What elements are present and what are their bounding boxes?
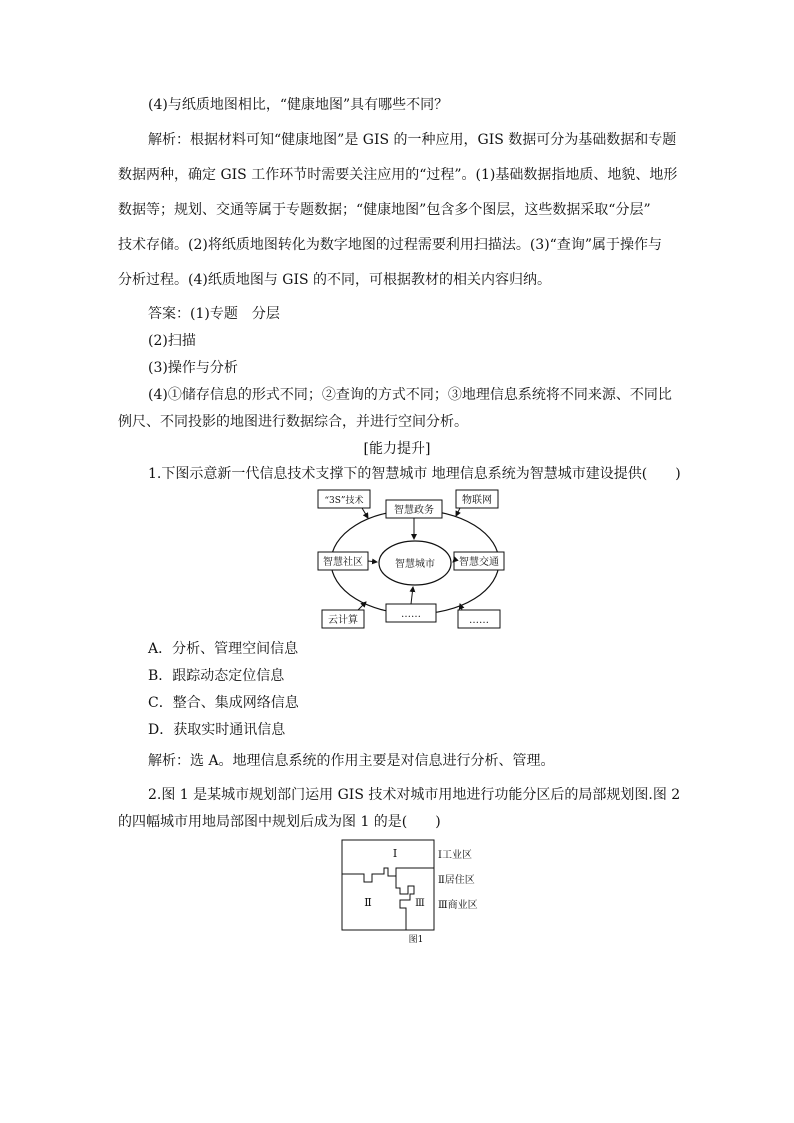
analysis-line-3: 数据等；规划、交通等属于专题数据；“健康地图”包含多个图层，这些数据采取“分层”: [118, 202, 651, 218]
answer-4-line-2: 例尺、不同投影的地图进行数据综合，并进行空间分析。: [118, 414, 468, 430]
legend-commercial: Ⅲ商业区: [438, 900, 478, 911]
analysis-line-2: 数据两种，确定 GIS 工作环节时需要关注应用的“过程”。(1)基础数据指地质、地貌、地形: [118, 167, 678, 183]
node-right-label: 智慧交通: [459, 557, 499, 568]
outer-top-left-label: “3S”技术: [324, 496, 364, 506]
center-label: 智慧城市: [395, 559, 435, 570]
section-title: [能力提升]: [363, 441, 431, 457]
question-2-stem-line-2: 的四幅城市用地局部图中规划后成为图 1 的是( ): [118, 814, 441, 830]
question-1-stem: 1.下图示意新一代信息技术支撑下的智慧城市 地理信息系统为智慧城市建设提供( ): [148, 466, 681, 482]
legend-industrial: Ⅰ工业区: [438, 850, 472, 861]
answer-1: 答案：(1)专题 分层: [148, 306, 280, 322]
figure-1-zoning-map: [340, 838, 490, 948]
region-label-iii: Ⅲ: [415, 898, 425, 909]
outer-bottom-left-label: 云计算: [328, 615, 358, 626]
question-2-stem-line-1: 2.图 1 是某城市规划部门运用 GIS 技术对城市用地进行功能分区后的局部规划图.图 2: [148, 787, 681, 803]
map-frame: [342, 840, 434, 930]
answer-3: (3)操作与分析: [148, 360, 238, 376]
outer-top-right-label: 物联网: [462, 495, 492, 506]
region-label-ii: Ⅱ: [364, 896, 372, 909]
analysis-line-5: 分析过程。(4)纸质地图与 GIS 的不同，可根据教材的相关内容归纳。: [118, 272, 552, 288]
question-1-analysis: 解析：选 A。地理信息系统的作用主要是对信息进行分析、管理。: [148, 753, 555, 769]
node-bottom-label: ……: [401, 609, 421, 620]
node-top-label: 智慧政务: [394, 505, 434, 516]
figure-1-caption: 图1: [408, 935, 424, 945]
outer-bottom-right-label: ……: [469, 615, 489, 626]
legend-residential: Ⅱ居住区: [438, 875, 475, 886]
answer-4-line-1: (4)①储存信息的形式不同；②查询的方式不同；③地理信息系统将不同来源、不同比: [148, 387, 672, 403]
smart-city-diagram: [310, 488, 510, 636]
region-label-i: Ⅰ: [392, 847, 398, 860]
option-a: A．分析、管理空间信息: [148, 641, 299, 657]
option-d: D．获取实时通讯信息: [148, 722, 286, 738]
analysis-line-4: 技术存储。(2)将纸质地图转化为数字地图的过程需要利用扫描法。(3)“查询”属于操作与: [118, 237, 662, 253]
question-4-prompt: (4)与纸质地图相比，“健康地图”具有哪些不同？: [148, 97, 449, 113]
option-b: B．跟踪动态定位信息: [148, 668, 285, 684]
node-left-label: 智慧社区: [323, 557, 363, 568]
analysis-line-1: 解析：根据材料可知“健康地图”是 GIS 的一种应用，GIS 数据可分为基础数据和专题: [148, 132, 677, 148]
answer-2: (2)扫描: [148, 333, 196, 349]
option-c: C．整合、集成网络信息: [148, 695, 299, 711]
